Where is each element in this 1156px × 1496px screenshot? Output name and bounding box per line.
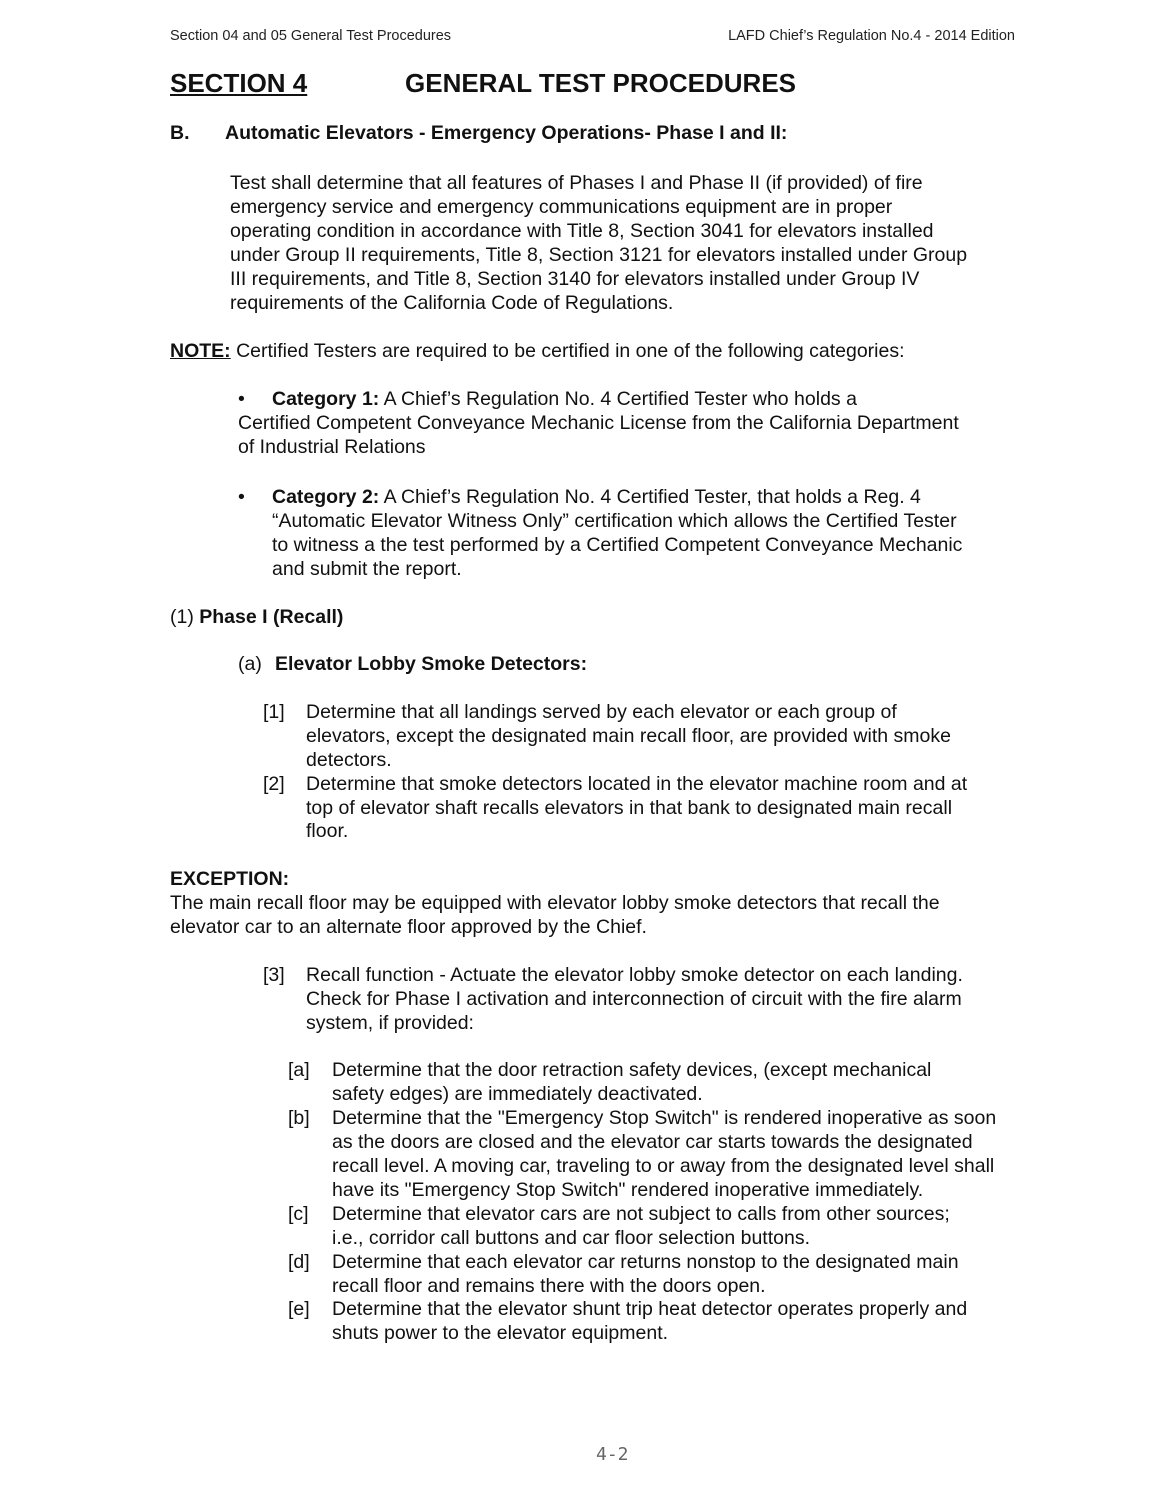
text-line: Determine that smoke detectors located in the elevator machine room and at [306,773,968,795]
text-line: floor. [306,820,349,842]
text-line: emergency service and emergency communications equipment are in proper [230,196,893,218]
text-line: system, if provided: [306,1012,474,1034]
text-line: have its "Emergency Stop Switch" rendered inoperative immediately. [332,1179,924,1201]
text-line: recall level. A moving car, traveling to or away from the designated level shall [332,1155,995,1177]
phase1-num: (1) [170,606,194,628]
text-line: detectors. [306,749,392,771]
lobby-heading: Elevator Lobby Smoke Detectors: [275,653,588,675]
text-line: Determine that each elevator car returns nonstop to the designated main [332,1251,959,1273]
text-line: i.e., corridor call buttons and car floor selection buttons. [332,1227,810,1249]
bullet: • [238,388,245,410]
text-line: to witness a the test performed by a Certified Competent Conveyance Mechanic [272,534,963,556]
exception-label: EXCEPTION: [170,868,290,890]
item-number: [1] [263,701,285,723]
note-label: NOTE: [170,340,231,362]
header-left: Section 04 and 05 General Test Procedures [170,28,452,44]
subsection-heading: Automatic Elevators - Emergency Operations- Phase I and II: [225,122,788,144]
item-number: [d] [288,1251,310,1273]
text-line: A Chief’s Regulation No. 4 Certified Tester, that holds a Reg. 4 [379,486,921,508]
item-number: [2] [263,773,285,795]
section-number: SECTION 4 [170,68,308,98]
bullet: • [238,486,245,508]
text-line: Determine that the elevator shunt trip heat detector operates properly and [332,1298,968,1320]
text-line: Determine that the "Emergency Stop Switch" is rendered inoperative as soon [332,1107,997,1129]
text-line: elevators, except the designated main recall floor, are provided with smoke [306,725,951,747]
item-number: [b] [288,1107,310,1129]
item-number: [c] [288,1203,309,1225]
category-label: Category 2: [272,486,380,508]
phase1-heading [170,605,343,629]
text-line: of Industrial Relations [238,436,426,458]
page-number: 4-2 [596,1444,629,1465]
text-line: The main recall floor may be equipped with elevator lobby smoke detectors that recall the [170,892,940,914]
text-line: Certified Competent Conveyance Mechanic License from the California Department [238,412,959,434]
text-line: Determine that the door retraction safety devices, (except mechanical [332,1059,932,1081]
text-line: Recall function - Actuate the elevator lobby smoke detector on each landing. [306,964,963,986]
text-line: A Chief’s Regulation No. 4 Certified Tester who holds a [379,388,857,410]
text-line: requirements of the California Code of Regulations. [230,292,674,314]
text-line: III requirements, and Title 8, Section 3140 for elevators installed under Group IV [230,268,920,290]
subsection-letter: B. [170,122,190,144]
text-line: under Group II requirements, Title 8, Section 3121 for elevators installed under Group [230,244,968,266]
text-line: operating condition in accordance with Title 8, Section 3041 for elevators installed [230,220,934,242]
item-number: [e] [288,1298,310,1320]
text-line: shuts power to the elevator equipment. [332,1322,669,1344]
category-label: Category 1: [272,388,380,410]
text-line: Determine that elevator cars are not subject to calls from other sources; [332,1203,950,1225]
text-line: safety edges) are immediately deactivated. [332,1083,703,1105]
item-number: [3] [263,964,285,986]
text-line: Check for Phase I activation and interconnection of circuit with the fire alarm [306,988,962,1010]
phase1-title: Phase I (Recall) [199,606,344,628]
text-line: elevator car to an alternate floor approved by the Chief. [170,916,647,938]
text-line: Test shall determine that all features of Phases I and Phase II (if provided) of fire [230,172,923,194]
header-right: LAFD Chief’s Regulation No.4 - 2014 Edition [728,28,1015,44]
note [170,339,905,363]
lobby-num: (a) [238,653,262,675]
note-text: Certified Testers are required to be certified in one of the following categories: [230,340,905,362]
text-line: Determine that all landings served by each elevator or each group of [306,701,897,723]
text-line: “Automatic Elevator Witness Only” certification which allows the Certified Tester [272,510,957,532]
text-line: and submit the report. [272,558,462,580]
text-line: top of elevator shaft recalls elevators in that bank to designated main recall [306,797,953,819]
text-line: as the doors are closed and the elevator car starts towards the designated [332,1131,973,1153]
item-number: [a] [288,1059,310,1081]
text-line: recall floor and remains there with the doors open. [332,1275,766,1297]
page-title: GENERAL TEST PROCEDURES [405,68,797,98]
